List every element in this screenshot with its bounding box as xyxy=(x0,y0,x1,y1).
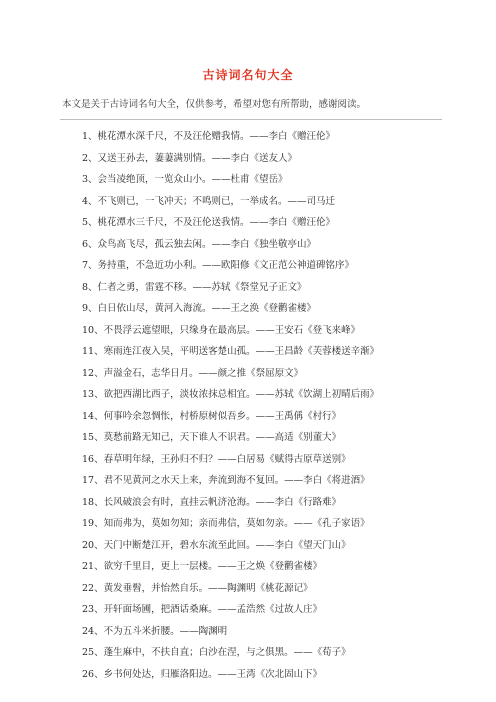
quote-list xyxy=(82,126,452,685)
list-item: 11、寒雨连江夜入吴，平明送客楚山孤。——王昌龄《芙蓉楼送辛渐》 xyxy=(82,346,380,357)
list-item: 13、欲把西湖比西子，淡妆浓抹总相宜。——苏轼《饮湖上初晴后雨》 xyxy=(82,389,380,400)
list-item: 25、蓬生麻中，不扶自直；白沙在涅，与之俱黑。——《荀子》 xyxy=(82,647,351,658)
list-item: 3、会当凌绝顶，一览众山小。——杜甫《望岳》 xyxy=(82,174,288,185)
list-item: 18、长风破浪会有时，直挂云帆济沧海。——李白《行路难》 xyxy=(82,496,342,508)
list-item: 7、务持重，不急近功小利。——欧阳修《文正范公神道碑铭序》 xyxy=(82,260,355,271)
document-title: 古诗词名句大全 xyxy=(202,68,294,82)
list-item: 20、天门中断楚江开，碧水东流至此回。——李白《望天门山》 xyxy=(82,539,351,551)
list-item: 22、黄发垂髫，并怡然自乐。——陶渊明《桃花源记》 xyxy=(82,582,313,594)
list-item: 26、乡书何处达，归雁洛阳边。——王湾《次北固山下》 xyxy=(82,668,323,680)
list-item: 8、仁者之勇，雷霆不移。——苏轼《祭堂兄子正文》 xyxy=(82,281,307,293)
list-item: 10、不畏浮云遮望眼，只缘身在最高层。——王安石《登飞来峰》 xyxy=(82,324,361,336)
list-item: 6、众鸟高飞尽，孤云独去闲。——李白《独坐敬亭山》 xyxy=(82,238,317,250)
intro-text: 本文是关于古诗词名句大全，仅供参考，希望对您有所帮助，感谢阅读。 xyxy=(62,99,367,110)
list-item: 5、桃花潭水三千尺，不及汪伦送我情。——李白《赠汪伦》 xyxy=(82,217,336,228)
list-item: 19、知而弗为，莫如勿知；亲而弗信，莫如勿亲。——《孔子家语》 xyxy=(82,518,370,529)
list-item: 4、不飞则已，一飞冲天；不鸣则已，一举成名。——司马迁 xyxy=(82,195,336,207)
list-item: 15、莫愁前路无知己，天下谁人不识君。——高适《别董大》 xyxy=(82,432,342,443)
list-item: 23、开轩面场圃，把酒话桑麻。——孟浩然《过故人庄》 xyxy=(82,604,323,615)
divider-line xyxy=(60,119,442,120)
list-item: 17、君不见黄河之水天上来，奔流到海不复回。——李白《将进酒》 xyxy=(82,475,370,486)
list-item: 12、声溢金石，志华日月。——颜之推《祭屈原文》 xyxy=(82,367,304,379)
list-item: 1、桃花潭水深千尺，不及汪伦赠我情。——李白《赠汪伦》 xyxy=(82,131,336,142)
list-item: 14、何事吟余忽惆怅，村桥原树似吾乡。——王禹偁《村行》 xyxy=(82,410,342,422)
list-item: 2、又送王孙去，萋萋满别情。——李白《送友人》 xyxy=(82,152,298,164)
list-item: 9、白日依山尽，黄河入海流。——王之涣《登鹳雀楼》 xyxy=(82,303,317,314)
list-item: 21、欲穷千里目，更上一层楼。——王之焕《登鹳雀楼》 xyxy=(82,561,323,572)
list-item: 24、不为五斗米折腰。——陶渊明 xyxy=(82,625,228,637)
list-item: 16、春草明年绿，王孙归不归？——白居易《赋得古原草送别》 xyxy=(82,453,351,465)
